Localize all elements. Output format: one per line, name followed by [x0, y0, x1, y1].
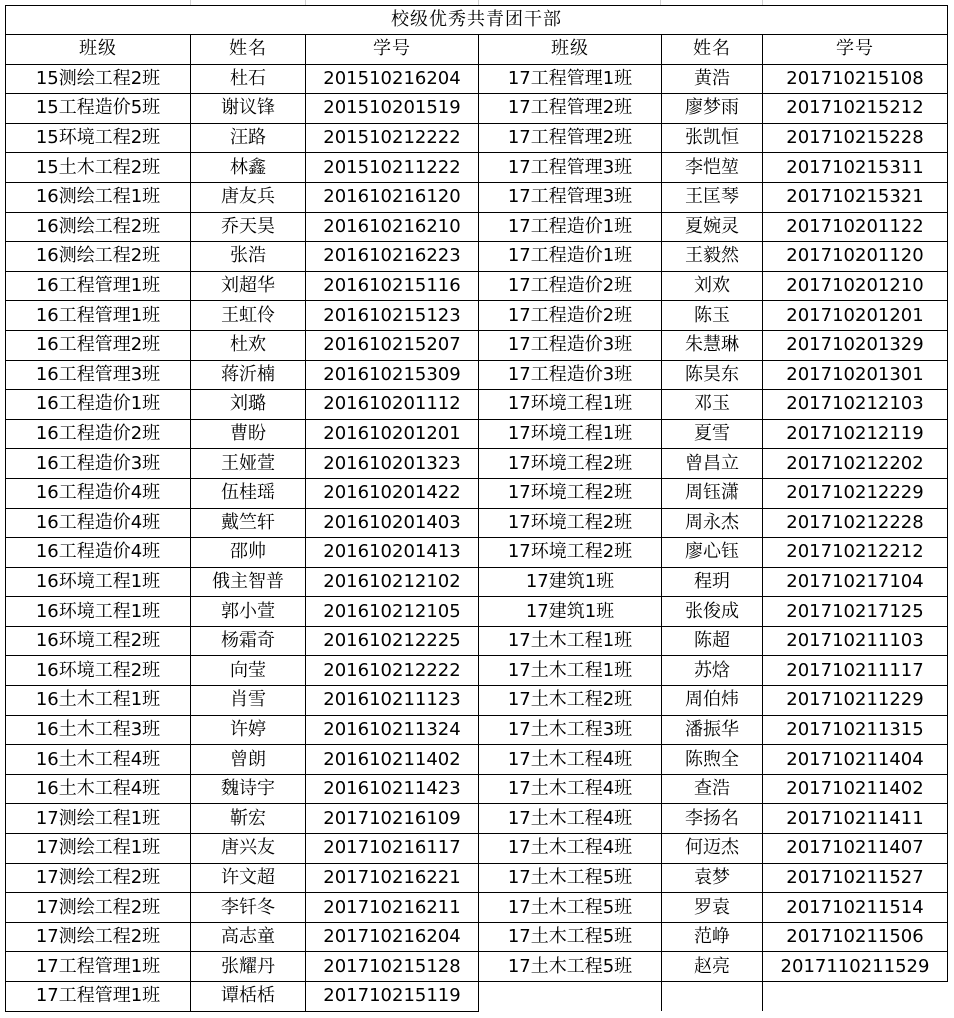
name-cell-2[interactable]: 范峥 [662, 922, 763, 952]
class-cell-2[interactable]: 17土木工程5班 [479, 952, 662, 982]
student-id-cell-2[interactable]: 201710211527 [763, 863, 948, 893]
student-id-cell[interactable]: 201610212222 [306, 656, 479, 686]
name-cell[interactable]: 肖雪 [191, 686, 306, 716]
student-id-cell[interactable]: 201610211324 [306, 715, 479, 745]
name-cell-2[interactable]: 周伯炜 [662, 686, 763, 716]
class-cell-2[interactable]: 17土木工程4班 [479, 774, 662, 804]
name-cell-2[interactable]: 周永杰 [662, 508, 763, 538]
student-id-cell-2[interactable]: 201710211103 [763, 626, 948, 656]
student-id-cell[interactable]: 201710216221 [306, 863, 479, 893]
class-cell-2[interactable]: 17环境工程2班 [479, 449, 662, 479]
name-cell-2[interactable]: 罗袁 [662, 893, 763, 923]
student-id-cell-2[interactable]: 201710201210 [763, 271, 948, 301]
table-row [6, 212, 948, 242]
student-id-cell-2[interactable]: 201710215108 [763, 64, 948, 94]
student-id-cell[interactable]: 201610215116 [306, 271, 479, 301]
class-cell[interactable]: 16测绘工程2班 [6, 242, 191, 272]
table-title[interactable]: 校级优秀共青团干部 [6, 6, 948, 35]
name-cell-2[interactable]: 查浩 [662, 774, 763, 804]
student-id-cell-2[interactable]: 201710211514 [763, 893, 948, 923]
student-id-cell-2[interactable]: 201710211402 [763, 774, 948, 804]
table-row [6, 982, 948, 1012]
name-cell-2[interactable]: 李恺堃 [662, 153, 763, 183]
name-cell[interactable]: 邵帅 [191, 538, 306, 568]
table-row [6, 478, 948, 508]
student-id-cell[interactable]: 201610201422 [306, 478, 479, 508]
student-id-cell[interactable]: 201610212225 [306, 626, 479, 656]
class-cell-2[interactable]: 17工程管理2班 [479, 123, 662, 153]
name-cell[interactable]: 许婷 [191, 715, 306, 745]
student-id-cell-2[interactable]: 201710211315 [763, 715, 948, 745]
class-cell-2[interactable]: 17环境工程1班 [479, 419, 662, 449]
student-id-cell[interactable]: 201710215119 [306, 982, 479, 1012]
student-id-cell[interactable]: 201610212105 [306, 597, 479, 627]
table-row [6, 390, 948, 420]
table-row [6, 626, 948, 656]
name-cell[interactable]: 乔天昊 [191, 212, 306, 242]
student-id-cell[interactable]: 201610211402 [306, 745, 479, 775]
student-id-cell-2[interactable]: 201710212202 [763, 449, 948, 479]
name-cell[interactable]: 伍桂瑶 [191, 478, 306, 508]
name-cell[interactable]: 李钎冬 [191, 893, 306, 923]
student-id-cell-2[interactable]: 201710201329 [763, 330, 948, 360]
student-id-cell[interactable]: 201610216120 [306, 182, 479, 212]
student-id-cell-2[interactable]: 201710212119 [763, 419, 948, 449]
class-cell-2[interactable]: 17土木工程5班 [479, 922, 662, 952]
name-cell-2[interactable]: 李扬名 [662, 804, 763, 834]
name-cell-2[interactable]: 朱慧琳 [662, 330, 763, 360]
class-cell[interactable]: 17测绘工程2班 [6, 922, 191, 952]
student-id-cell-2[interactable] [763, 982, 948, 1012]
class-cell-2[interactable]: 17工程造价2班 [479, 301, 662, 331]
class-cell-2[interactable]: 17工程造价1班 [479, 212, 662, 242]
name-cell[interactable]: 曹盼 [191, 419, 306, 449]
student-id-cell-2[interactable]: 201710215228 [763, 123, 948, 153]
student-id-cell[interactable]: 201610201413 [306, 538, 479, 568]
student-id-cell[interactable]: 201610211423 [306, 774, 479, 804]
name-cell[interactable]: 张浩 [191, 242, 306, 272]
name-cell-2[interactable]: 苏焓 [662, 656, 763, 686]
class-cell-2[interactable]: 17工程造价3班 [479, 360, 662, 390]
class-cell[interactable]: 17测绘工程1班 [6, 804, 191, 834]
student-id-cell-2[interactable]: 201710215321 [763, 182, 948, 212]
table-row [6, 271, 948, 301]
student-id-cell-2[interactable]: 201710215311 [763, 153, 948, 183]
student-id-cell-2[interactable]: 201710212228 [763, 508, 948, 538]
name-cell[interactable]: 王娅萱 [191, 449, 306, 479]
name-cell-2[interactable]: 廖梦雨 [662, 94, 763, 124]
name-cell[interactable]: 杜石 [191, 64, 306, 94]
student-id-cell[interactable]: 201710216211 [306, 893, 479, 923]
table-row [6, 745, 948, 775]
class-cell-2[interactable]: 17建筑1班 [479, 597, 662, 627]
name-cell-2[interactable]: 王匡琴 [662, 182, 763, 212]
student-id-cell[interactable]: 201710216109 [306, 804, 479, 834]
name-cell-2[interactable]: 黄浩 [662, 64, 763, 94]
student-id-cell[interactable]: 201610216223 [306, 242, 479, 272]
class-cell[interactable]: 16工程管理3班 [6, 360, 191, 390]
student-id-cell-2[interactable]: 201710211117 [763, 656, 948, 686]
name-cell[interactable]: 高志童 [191, 922, 306, 952]
student-id-cell[interactable]: 201610215309 [306, 360, 479, 390]
student-id-cell-2[interactable]: 201710212212 [763, 538, 948, 568]
title-row [6, 6, 948, 35]
class-cell-2[interactable]: 17土木工程3班 [479, 715, 662, 745]
table-body [6, 6, 948, 1012]
table-row [6, 893, 948, 923]
class-cell-2[interactable]: 17土木工程5班 [479, 863, 662, 893]
class-cell[interactable]: 17测绘工程2班 [6, 893, 191, 923]
name-cell[interactable]: 曾朗 [191, 745, 306, 775]
name-cell-2[interactable]: 邓玉 [662, 390, 763, 420]
name-cell[interactable]: 杨霜奇 [191, 626, 306, 656]
table-row [6, 834, 948, 864]
table-row [6, 774, 948, 804]
header-class[interactable]: 班级 [6, 35, 191, 65]
name-cell-2[interactable]: 陈玉 [662, 301, 763, 331]
class-cell-2[interactable]: 17环境工程2班 [479, 478, 662, 508]
class-cell-2[interactable]: 17工程造价3班 [479, 330, 662, 360]
name-cell-2[interactable]: 赵亮 [662, 952, 763, 982]
student-id-cell[interactable]: 201510201519 [306, 94, 479, 124]
table-row [6, 153, 948, 183]
student-id-cell[interactable]: 201710216204 [306, 922, 479, 952]
class-cell-2[interactable]: 17土木工程5班 [479, 893, 662, 923]
table-row [6, 567, 948, 597]
name-cell[interactable]: 许文超 [191, 863, 306, 893]
name-cell[interactable]: 郭小萱 [191, 597, 306, 627]
student-id-cell-2[interactable]: 201710201301 [763, 360, 948, 390]
header-student-id-2[interactable]: 学号 [763, 35, 948, 65]
class-cell[interactable]: 16环境工程2班 [6, 626, 191, 656]
class-cell-2[interactable]: 17工程造价1班 [479, 242, 662, 272]
class-cell[interactable]: 16环境工程1班 [6, 567, 191, 597]
student-id-cell-2[interactable]: 201710201120 [763, 242, 948, 272]
table-row [6, 597, 948, 627]
name-cell[interactable]: 戴竺轩 [191, 508, 306, 538]
table-row [6, 330, 948, 360]
student-id-cell-2[interactable]: 201710201122 [763, 212, 948, 242]
class-cell-2[interactable]: 17工程管理3班 [479, 182, 662, 212]
name-cell-2[interactable]: 何迈杰 [662, 834, 763, 864]
name-cell[interactable]: 汪路 [191, 123, 306, 153]
class-cell-2[interactable]: 17环境工程2班 [479, 508, 662, 538]
student-id-cell-2[interactable]: 201710217125 [763, 597, 948, 627]
class-cell[interactable]: 17测绘工程1班 [6, 834, 191, 864]
class-cell-2[interactable]: 17建筑1班 [479, 567, 662, 597]
table-row [6, 419, 948, 449]
name-cell-2[interactable]: 张俊成 [662, 597, 763, 627]
name-cell[interactable]: 张耀丹 [191, 952, 306, 982]
table-row [6, 64, 948, 94]
class-cell[interactable]: 15工程造价5班 [6, 94, 191, 124]
class-cell-2[interactable]: 17土木工程2班 [479, 686, 662, 716]
class-cell-2[interactable]: 17环境工程1班 [479, 390, 662, 420]
class-cell-2[interactable]: 17土木工程1班 [479, 656, 662, 686]
name-cell[interactable]: 杜欢 [191, 330, 306, 360]
class-cell[interactable]: 16工程管理2班 [6, 330, 191, 360]
class-cell-2[interactable]: 17工程管理1班 [479, 64, 662, 94]
table-row [6, 449, 948, 479]
name-cell-2[interactable]: 王毅然 [662, 242, 763, 272]
header-row [6, 35, 948, 65]
name-cell-2[interactable]: 周钰潇 [662, 478, 763, 508]
class-cell-2[interactable]: 17工程管理2班 [479, 94, 662, 124]
name-cell[interactable]: 蒋沂楠 [191, 360, 306, 390]
table-row [6, 123, 948, 153]
honor-table [5, 5, 948, 1012]
student-id-cell[interactable]: 201610212102 [306, 567, 479, 597]
class-cell[interactable]: 16环境工程1班 [6, 597, 191, 627]
name-cell-2[interactable]: 刘欢 [662, 271, 763, 301]
student-id-cell-2[interactable]: 201710201201 [763, 301, 948, 331]
table-row [6, 804, 948, 834]
student-id-cell[interactable]: 201610201323 [306, 449, 479, 479]
class-cell[interactable]: 16工程造价4班 [6, 478, 191, 508]
table-row [6, 715, 948, 745]
student-id-cell[interactable]: 201710215128 [306, 952, 479, 982]
table-row [6, 508, 948, 538]
student-id-cell[interactable]: 201610216210 [306, 212, 479, 242]
class-cell[interactable]: 17工程管理1班 [6, 982, 191, 1012]
class-cell[interactable]: 16土木工程1班 [6, 686, 191, 716]
header-student-id[interactable]: 学号 [306, 35, 479, 65]
table-row [6, 922, 948, 952]
class-cell[interactable]: 16土木工程4班 [6, 745, 191, 775]
class-cell[interactable]: 16工程造价1班 [6, 390, 191, 420]
class-cell-2[interactable]: 17工程管理3班 [479, 153, 662, 183]
class-cell[interactable]: 16工程造价4班 [6, 508, 191, 538]
name-cell[interactable]: 王虹伶 [191, 301, 306, 331]
class-cell[interactable]: 16工程造价2班 [6, 419, 191, 449]
class-cell[interactable]: 17测绘工程2班 [6, 863, 191, 893]
class-cell-2[interactable]: 17环境工程2班 [479, 538, 662, 568]
table-row [6, 656, 948, 686]
class-cell[interactable]: 15土木工程2班 [6, 153, 191, 183]
student-id-cell[interactable]: 201610211123 [306, 686, 479, 716]
student-id-cell[interactable]: 201610215207 [306, 330, 479, 360]
name-cell-2[interactable]: 陈超 [662, 626, 763, 656]
class-cell-2[interactable]: 17土木工程4班 [479, 745, 662, 775]
name-cell-2[interactable]: 袁梦 [662, 863, 763, 893]
student-id-cell[interactable]: 201510216204 [306, 64, 479, 94]
class-cell[interactable]: 15环境工程2班 [6, 123, 191, 153]
student-id-cell-2[interactable]: 201710211407 [763, 834, 948, 864]
class-cell[interactable]: 16测绘工程1班 [6, 182, 191, 212]
table-row [6, 242, 948, 272]
header-name-2[interactable]: 姓名 [662, 35, 763, 65]
table-row [6, 863, 948, 893]
name-cell-2[interactable]: 夏雪 [662, 419, 763, 449]
class-cell-2[interactable]: 17土木工程4班 [479, 804, 662, 834]
table-row [6, 686, 948, 716]
student-id-cell[interactable]: 201610215123 [306, 301, 479, 331]
class-cell-2[interactable]: 17工程造价2班 [479, 271, 662, 301]
class-cell[interactable]: 17工程管理1班 [6, 952, 191, 982]
name-cell[interactable]: 俄主智普 [191, 567, 306, 597]
student-id-cell-2[interactable]: 201710212229 [763, 478, 948, 508]
name-cell[interactable]: 刘超华 [191, 271, 306, 301]
student-id-cell[interactable]: 201510212222 [306, 123, 479, 153]
name-cell[interactable]: 谭栝栝 [191, 982, 306, 1012]
class-cell[interactable]: 16环境工程2班 [6, 656, 191, 686]
name-cell[interactable]: 刘璐 [191, 390, 306, 420]
name-cell[interactable]: 靳宏 [191, 804, 306, 834]
class-cell[interactable]: 16土木工程4班 [6, 774, 191, 804]
class-cell[interactable]: 16测绘工程2班 [6, 212, 191, 242]
student-id-cell-2[interactable]: 201710211229 [763, 686, 948, 716]
student-id-cell-2[interactable]: 201710217104 [763, 567, 948, 597]
name-cell-2[interactable]: 张凯恒 [662, 123, 763, 153]
table-row [6, 360, 948, 390]
name-cell[interactable]: 谢议锋 [191, 94, 306, 124]
name-cell-2[interactable]: 廖心钰 [662, 538, 763, 568]
student-id-cell-2[interactable]: 201710211506 [763, 922, 948, 952]
class-cell[interactable]: 16土木工程3班 [6, 715, 191, 745]
class-cell[interactable]: 16工程造价4班 [6, 538, 191, 568]
name-cell[interactable]: 唐友兵 [191, 182, 306, 212]
name-cell-2[interactable]: 程玥 [662, 567, 763, 597]
header-name[interactable]: 姓名 [191, 35, 306, 65]
name-cell-2[interactable]: 陈昊东 [662, 360, 763, 390]
class-cell[interactable]: 16工程管理1班 [6, 271, 191, 301]
class-cell-2[interactable] [479, 982, 662, 1012]
student-id-cell[interactable]: 201510211222 [306, 153, 479, 183]
class-cell-2[interactable]: 17土木工程4班 [479, 834, 662, 864]
student-id-cell[interactable]: 201610201112 [306, 390, 479, 420]
student-id-cell-2[interactable]: 201710212103 [763, 390, 948, 420]
student-id-cell[interactable]: 201610201201 [306, 419, 479, 449]
class-cell[interactable]: 15测绘工程2班 [6, 64, 191, 94]
student-id-cell-2[interactable]: 201710211404 [763, 745, 948, 775]
table-row [6, 538, 948, 568]
student-id-cell[interactable]: 201610201403 [306, 508, 479, 538]
class-cell-2[interactable]: 17土木工程1班 [479, 626, 662, 656]
name-cell[interactable]: 向莹 [191, 656, 306, 686]
name-cell-2[interactable]: 夏婉灵 [662, 212, 763, 242]
name-cell[interactable]: 唐兴友 [191, 834, 306, 864]
student-id-cell-2[interactable]: 2017110211529 [763, 952, 948, 982]
class-cell[interactable]: 16工程造价3班 [6, 449, 191, 479]
header-class-2[interactable]: 班级 [479, 35, 662, 65]
name-cell-2[interactable] [662, 982, 763, 1012]
student-id-cell-2[interactable]: 201710215212 [763, 94, 948, 124]
name-cell[interactable]: 魏诗宇 [191, 774, 306, 804]
student-id-cell-2[interactable]: 201710211411 [763, 804, 948, 834]
name-cell-2[interactable]: 潘振华 [662, 715, 763, 745]
class-cell[interactable]: 16工程管理1班 [6, 301, 191, 331]
name-cell-2[interactable]: 陈煦全 [662, 745, 763, 775]
name-cell-2[interactable]: 曾昌立 [662, 449, 763, 479]
table-row [6, 952, 948, 982]
table-row [6, 94, 948, 124]
student-id-cell[interactable]: 201710216117 [306, 834, 479, 864]
name-cell[interactable]: 林鑫 [191, 153, 306, 183]
table-row [6, 301, 948, 331]
table-row [6, 182, 948, 212]
